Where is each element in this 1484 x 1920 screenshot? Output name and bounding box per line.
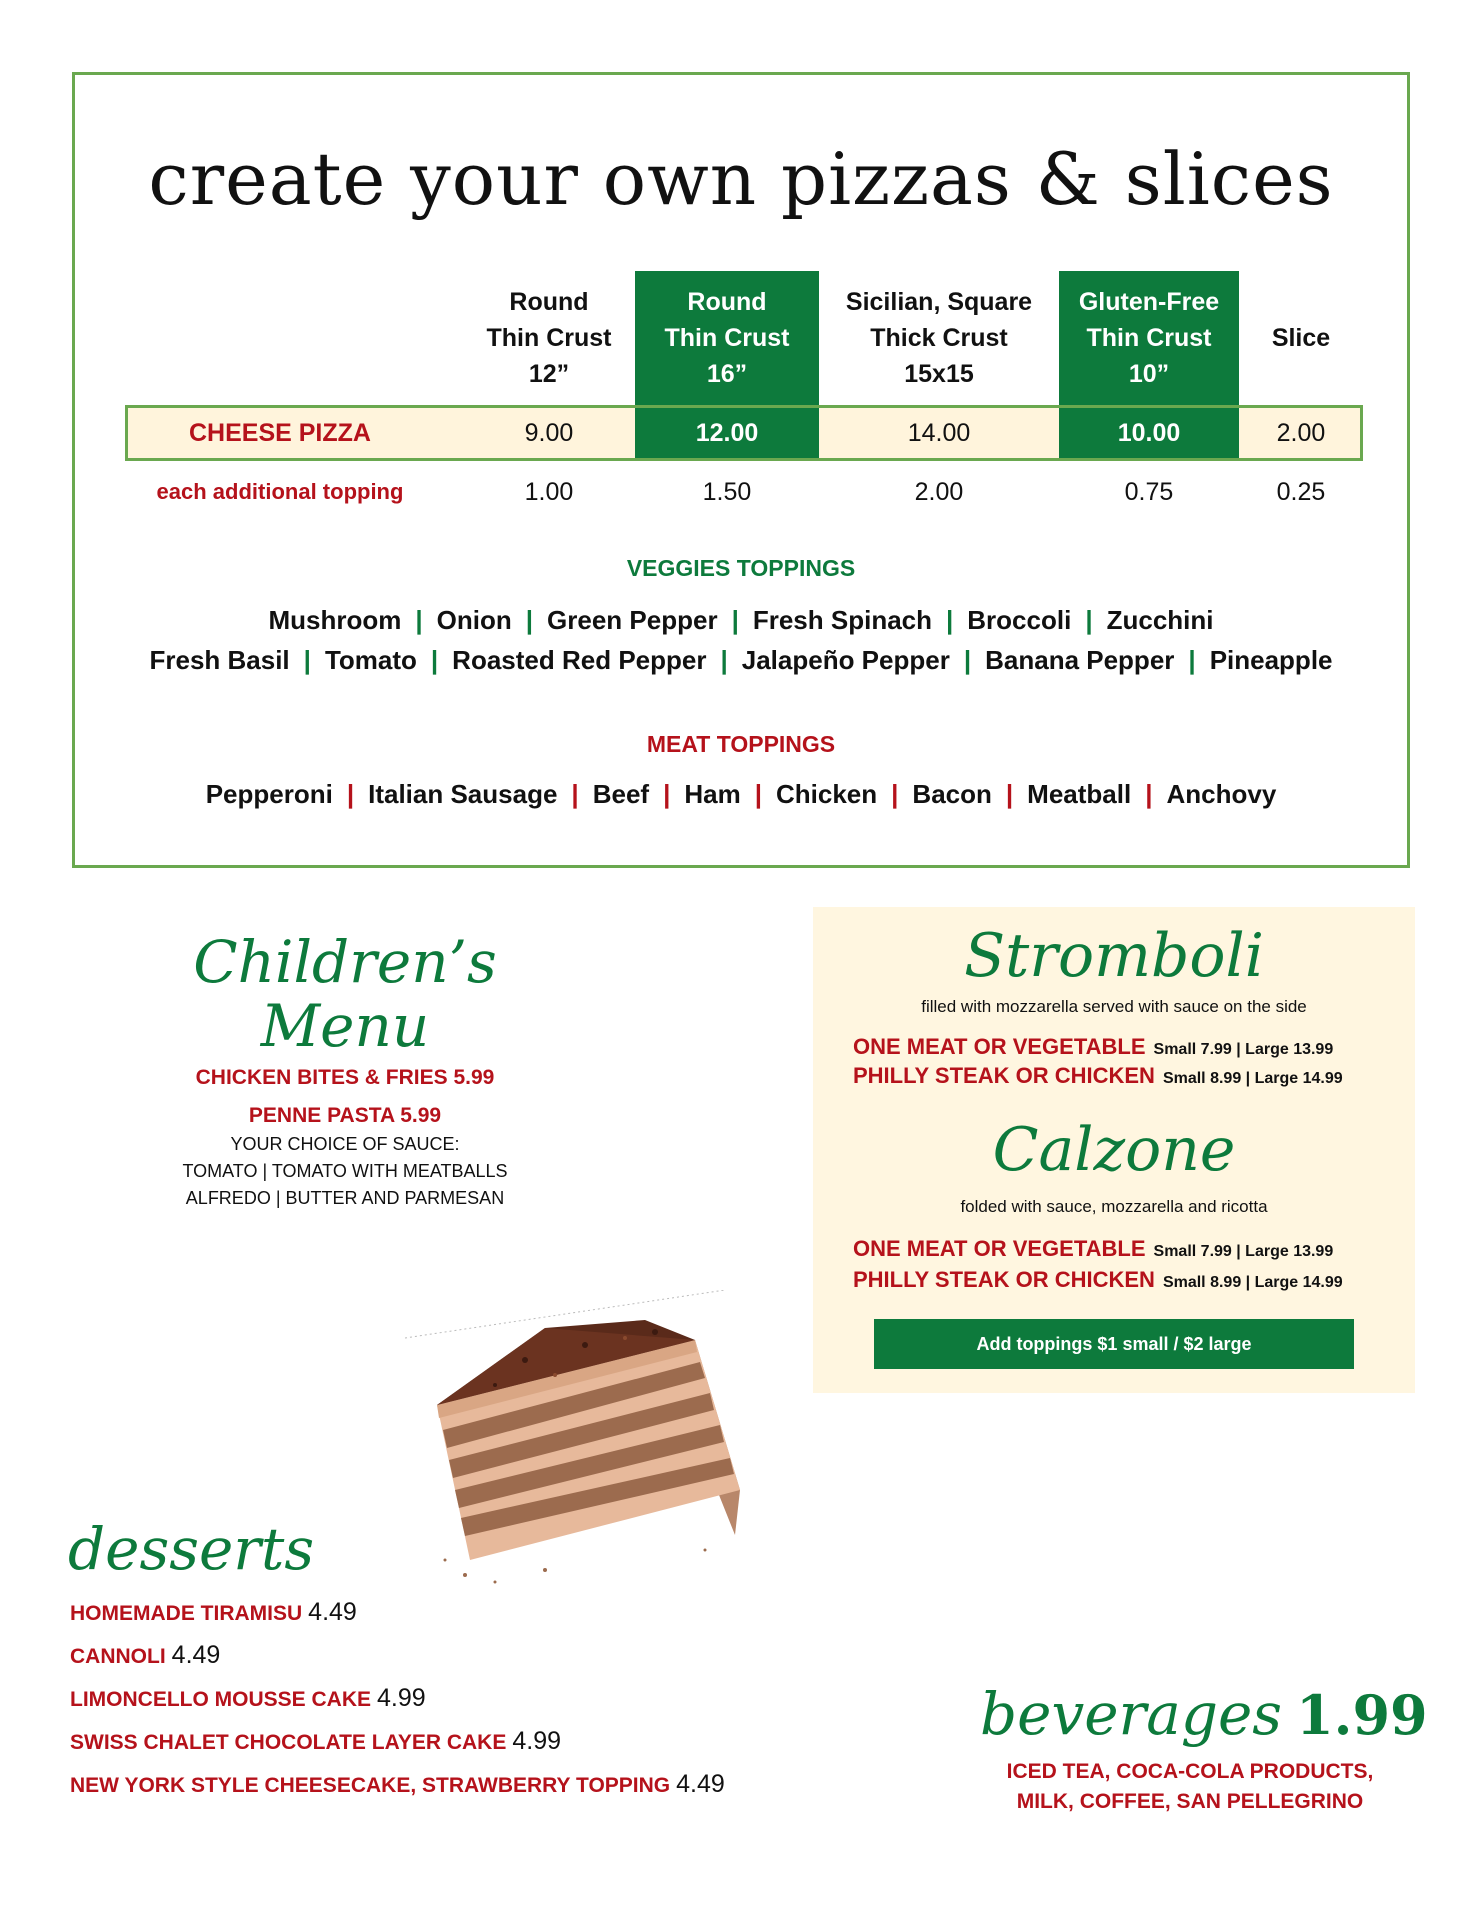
topping-item: Italian Sausage — [368, 779, 558, 809]
column-header-slice: Slice — [1271, 324, 1331, 352]
topping-item: Banana Pepper — [985, 645, 1175, 675]
topping-item: Tomato — [324, 645, 417, 675]
topping-item: Mushroom — [268, 605, 402, 635]
beverages-title — [980, 1680, 1428, 1748]
topping-item: Green Pepper — [547, 605, 718, 635]
childrens-title-line-2: Menu — [260, 992, 430, 1060]
price-cell: 2.00 — [914, 477, 964, 506]
calzone-item: ONE MEAT OR VEGETABLE Small 7.99 | Large 13.99 — [853, 1236, 1334, 1261]
column-header-sicilian: Sicilian, Square Thick Crust 15x15 — [845, 288, 1033, 388]
stromboli-description: filled with mozzarella served with sauce on the side — [921, 997, 1307, 1016]
veggies-line-1: Mushroom | Onion | Green Pepper | Fresh Spinach | Broccoli | Zucchini — [268, 605, 1214, 635]
childrens-note: ALFREDO | BUTTER AND PARMESAN — [185, 1188, 505, 1208]
childrens-note: TOMATO | TOMATO WITH MEATBALLS — [182, 1161, 508, 1181]
childrens-item-chicken-bites: CHICKEN BITES & FRIES 5.99 — [195, 1066, 495, 1089]
topping-item: Jalapeño Pepper — [741, 645, 950, 675]
price-cell: 9.00 — [524, 418, 574, 447]
topping-item: Pineapple — [1209, 645, 1333, 675]
topping-item: Zucchini — [1106, 605, 1214, 635]
price-cell: 2.00 — [1276, 418, 1326, 447]
price-cell: 0.25 — [1276, 477, 1326, 506]
veggies-heading: VEGGIES TOPPINGS — [626, 555, 856, 581]
column-header-round-12: Round Thin Crust 12” — [486, 288, 612, 388]
column-header-round-16: Round Thin Crust 16” — [635, 271, 819, 405]
meat-line: Pepperoni | Italian Sausage | Beef | Ham | Chicken | Bacon | Meatball | Anchovy — [205, 779, 1277, 809]
beverages-list: ICED TEA, COCA-COLA PRODUCTS, — [1006, 1760, 1374, 1783]
topping-item: Beef — [592, 779, 650, 809]
additional-topping-label: each additional topping — [156, 479, 404, 504]
stromboli-title: Stromboli — [964, 921, 1264, 991]
price-cell: 1.50 — [702, 477, 752, 506]
childrens-menu-title — [150, 930, 540, 1058]
beverages-list: MILK, COFFEE, SAN PELLEGRINO — [1016, 1790, 1364, 1813]
dessert-item: HOMEMADE TIRAMISU 4.49 — [70, 1598, 357, 1626]
pizza-title: create your own pizzas & slices — [148, 137, 1334, 221]
cheese-pizza-label: CHEESE PIZZA — [189, 418, 371, 447]
column-header-gluten-free: Gluten-Free Thin Crust 10” — [1059, 271, 1239, 405]
topping-item: Chicken — [775, 779, 878, 809]
childrens-note: YOUR CHOICE OF SAUCE: — [230, 1134, 460, 1154]
beverages-label: beverages — [980, 1680, 1283, 1748]
topping-item: Onion — [436, 605, 512, 635]
stromboli-item: ONE MEAT OR VEGETABLE Small 7.99 | Large 13.99 — [853, 1034, 1334, 1059]
stromboli-calzone-panel — [813, 907, 1415, 1393]
dessert-item: NEW YORK STYLE CHEESECAKE, STRAWBERRY TOPPING 4.49 — [70, 1770, 725, 1798]
stromboli-item: PHILLY STEAK OR CHICKEN Small 8.99 | Large 14.99 — [853, 1063, 1343, 1088]
price-cell: 1.00 — [524, 477, 574, 506]
add-toppings-banner: Add toppings $1 small / $2 large — [874, 1319, 1354, 1369]
topping-item: Anchovy — [1166, 779, 1277, 809]
dessert-item: LIMONCELLO MOUSSE CAKE 4.99 — [70, 1684, 426, 1712]
topping-item: Broccoli — [967, 605, 1072, 635]
meat-heading: MEAT TOPPINGS — [646, 731, 836, 757]
topping-item: Pepperoni — [205, 779, 333, 809]
beverages-price: 1.99 — [1296, 1683, 1428, 1747]
tiramisu-illustration — [405, 1290, 785, 1610]
childrens-title-line-1: Children’s — [193, 928, 497, 996]
calzone-title: Calzone — [992, 1115, 1236, 1185]
price-cell: 14.00 — [907, 418, 971, 447]
topping-item: Meatball — [1027, 779, 1132, 809]
price-cell: 12.00 — [635, 408, 819, 458]
dessert-item: CANNOLI 4.49 — [70, 1641, 221, 1669]
topping-item: Bacon — [912, 779, 992, 809]
topping-item: Fresh Spinach — [752, 605, 932, 635]
childrens-item-penne-pasta: PENNE PASTA 5.99 — [248, 1104, 442, 1127]
topping-item: Roasted Red Pepper — [452, 645, 707, 675]
veggies-line-2: Fresh Basil | Tomato | Roasted Red Pepper | Jalapeño Pepper | Banana Pepper | Pineapple — [149, 645, 1333, 675]
topping-item: Fresh Basil — [149, 645, 290, 675]
price-cell: 10.00 — [1059, 408, 1239, 458]
calzone-description: folded with sauce, mozzarella and ricotta — [960, 1197, 1268, 1216]
pizza-section — [72, 72, 1410, 868]
price-cell: 0.75 — [1124, 477, 1174, 506]
calzone-item: PHILLY STEAK OR CHICKEN Small 8.99 | Large 14.99 — [853, 1267, 1343, 1292]
topping-item: Ham — [684, 779, 741, 809]
desserts-title: desserts — [68, 1515, 315, 1583]
dessert-item: SWISS CHALET CHOCOLATE LAYER CAKE 4.99 — [70, 1727, 562, 1755]
